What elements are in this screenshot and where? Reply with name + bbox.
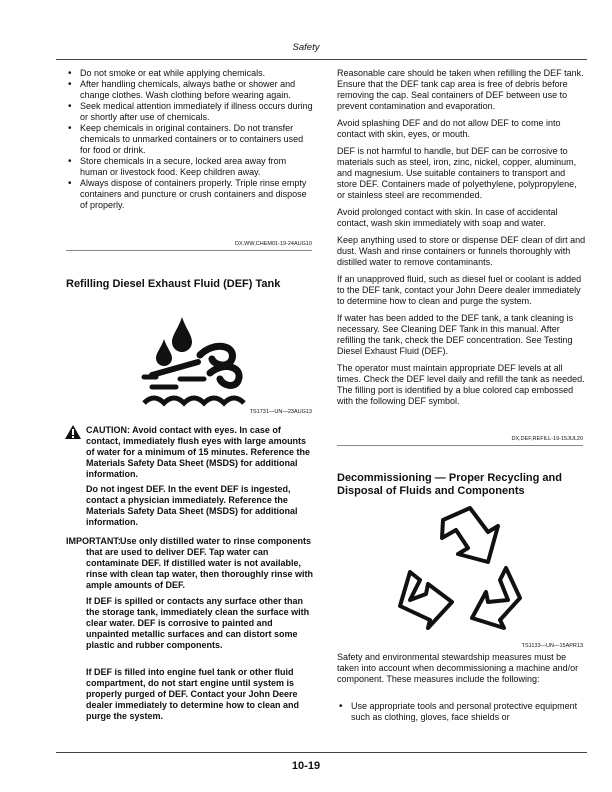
paragraph: DEF is not harmful to handle, but DEF can be corrosive to materials such as steel, iron, zinc, nickel, copper, aluminum, and magnesium. Use suitable containers to transport and store DEF. Containers made of polyethylene, polypropylene, or stainless steel are recommended. xyxy=(337,146,577,200)
page-header: Safety xyxy=(292,42,320,53)
list-item: • Always dispose of containers properly. Triple rinse empty containers and puncture or crush containers and dispose of properly. xyxy=(66,178,316,211)
def-refill-code: DX,DEF,REFILL-19-15JUL20 xyxy=(511,436,583,442)
paragraph: If water has been added to the DEF tank, a tank cleaning is necessary. See Cleaning DEF Tank in this manual. After refilling the tank, check the DEF concentration. See Testing Diesel Exhaust Fluid (DEF). xyxy=(337,313,574,356)
warning-triangle-icon xyxy=(64,424,82,440)
def-image-code: TS1731—UN—23AUG13 xyxy=(249,409,312,415)
decommissioning-bullets xyxy=(337,701,587,723)
caution-ingest-text: Do not ingest DEF. In the event DEF is ingested, contact a physician immediately. Reference the Materials Safety Data Sheet (MSDS) for additional information. xyxy=(86,484,298,527)
header-rule xyxy=(56,59,587,60)
paragraph: If an unapproved fluid, such as diesel fuel or coolant is added to the DEF tank, contact your John Deere dealer immediately to determine how to clean and purge the system. xyxy=(337,274,582,306)
list-item: • Store chemicals in a secure, locked area away from human or livestock food. Keep children away. xyxy=(66,156,316,178)
important-fuel-tank-text: If DEF is filled into engine fuel tank or other fluid compartment, do not start engine until system is properly purged of DEF. Contact your John Deere dealer immediately to determine how to clean and purge the system. xyxy=(86,667,300,721)
list-item: • Keep chemicals in original containers. Do not transfer chemicals to unmarked containers or to containers used for food or drink. xyxy=(66,123,316,156)
paragraph: Avoid splashing DEF and do not allow DEF to come into contact with skin, eyes, or mouth. xyxy=(337,118,561,139)
chemicals-code: DX,WW,CHEM01-19-24AUG10 xyxy=(234,241,312,247)
paragraph: Reasonable care should be taken when refilling the DEF tank. Ensure that the DEF tank cap area is free of debris before removing the cap. Seal containers of DEF between use to prevent contamination and evaporation. xyxy=(337,68,584,111)
list-item: • After handling chemicals, always bathe or shower and change clothes. Wash clothing before wearing again. xyxy=(66,79,316,101)
important-distilled-text: Use only distilled water to rinse components that are used to deliver DEF. Tap water can contaminate DEF. If distilled water is not available, rinse with clean tap water, then thoroughly rinse with ample amounts of DEF. xyxy=(86,536,314,590)
def-paragraphs xyxy=(337,68,587,413)
section-divider xyxy=(66,250,312,251)
recycling-icon xyxy=(388,502,538,632)
def-section-title: Refilling Diesel Exhaust Fluid (DEF) Tank xyxy=(66,278,281,290)
footer-rule xyxy=(56,752,587,753)
decommissioning-title: Decommissioning — Proper Recycling and Disposal of Fluids and Components xyxy=(337,472,562,497)
def-hazard-icon xyxy=(140,315,260,415)
paragraph: The operator must maintain appropriate DEF levels at all times. Check the DEF level daily and refill the tank as needed. The filling port is identified by a blue colored cap embossed with the following DEF symbol. xyxy=(337,363,585,406)
paragraph: Avoid prolonged contact with skin. In case of accidental contact, wash skin immediately with soap and water. xyxy=(337,207,558,228)
list-item: • Use appropriate tools and personal protective equipment such as clothing, gloves, face shields or xyxy=(337,701,587,723)
caution-text: CAUTION: Avoid contact with eyes. In case of contact, immediately flush eyes with large amounts of water for a minimum of 15 minutes. Reference the Materials Safety Data Sheet (MSDS) for additional information. xyxy=(86,425,311,479)
decommissioning-intro: Safety and environmental stewardship measures must be taken into account when decommissioning a machine and/or component. These measures include the following: xyxy=(337,652,579,684)
recycling-image-code: TS1133—UN—15APR13 xyxy=(521,643,583,649)
chemical-bullets xyxy=(66,68,316,211)
list-item: • Seek medical attention immediately if illness occurs during or shortly after use of chemicals. xyxy=(66,101,316,123)
paragraph: Keep anything used to store or dispense DEF clean of dirt and dust. Wash and rinse containers or funnels thoroughly with distilled water to remove contaminants. xyxy=(337,235,586,267)
page-number: 10-19 xyxy=(291,760,321,772)
important-label: IMPORTANT: xyxy=(66,536,121,546)
section-divider xyxy=(337,445,583,446)
important-spill-text: If DEF is spilled or contacts any surface other than the storage tank, immediately clean the surface with clear water. DEF is corrosive to painted and unpainted metallic surfaces and can distort some plastic and rubber components. xyxy=(86,596,310,650)
list-item: • Do not smoke or eat while applying chemicals. xyxy=(66,68,316,79)
